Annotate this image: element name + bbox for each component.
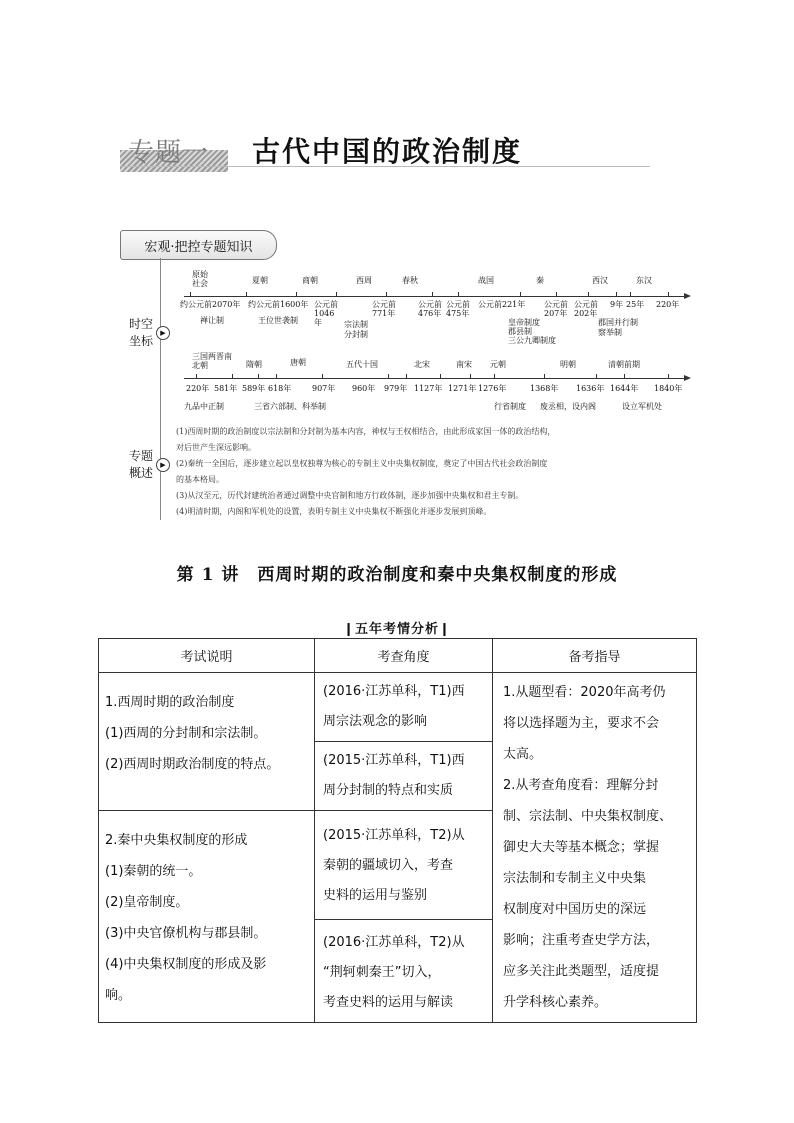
event-label: 设立军机处 (622, 402, 662, 411)
date-label: 1127年 (414, 384, 443, 393)
timeline-tick (440, 374, 441, 379)
arrow-right-icon: ▶ (156, 326, 170, 340)
cell-line: 应多关注此类题型，适度提 (503, 964, 660, 979)
cell-line: (1)西周的分封制和宗法制。 (105, 726, 267, 741)
cell-line: (2016·江苏单科，T1)西 (323, 684, 465, 699)
cell-line: 太高。 (503, 747, 543, 762)
event-label: 察举制 (598, 328, 622, 337)
era-label: 北宋 (414, 360, 430, 369)
cell-line: 考查史料的运用与解读 (323, 995, 454, 1010)
era-label: 东汉 (636, 276, 652, 285)
date-label: 618年 (268, 384, 292, 393)
timeline-tick (624, 374, 625, 379)
cell-line: (2)西周时期政治制度的特点。 (105, 757, 280, 772)
cell-line: 权制度对中国历史的深远 (503, 902, 647, 917)
date-label: 1271年 (448, 384, 477, 393)
cell-line: (2015·江苏单科，T2)从 (323, 828, 465, 843)
date-label: 1644年 (610, 384, 639, 393)
table-cell (99, 811, 315, 1023)
cell-line: 1.从题型看：2020年高考仍 (503, 685, 666, 700)
era-label: 明朝 (560, 360, 576, 369)
date-label: 公元前221年 (478, 300, 526, 309)
summary-label: 专题概述 (128, 449, 153, 480)
era-label: 春秋 (402, 276, 418, 285)
date-label: 1636年 (576, 384, 605, 393)
event-label: 王位世袭制 (258, 316, 298, 325)
timeline-tick (296, 292, 297, 297)
timeline-tick (668, 292, 669, 297)
date-label: 约公元前1600年 (248, 300, 309, 309)
cell-line: 影响；注重考查史学方法， (503, 933, 660, 948)
timeline-tick (544, 374, 545, 379)
era-label: 原始社会 (192, 270, 208, 288)
panel-tab: 宏观·把控专题知识 (120, 230, 277, 260)
date-label: 979年 (384, 384, 408, 393)
panel-divider (160, 258, 161, 520)
timeline-tick (494, 374, 495, 379)
cell-line: (3)中央官僚机构与郡县制。 (105, 926, 267, 941)
table-cell (315, 742, 493, 811)
analysis-heading: ❙五年考情分析❙ (343, 622, 451, 637)
date-label: 公元前207年 (544, 300, 568, 318)
cell-line: 史料的运用与鉴别 (323, 888, 428, 903)
event-label: 三省六部制、科举制 (254, 402, 326, 411)
date-label: 1840年 (654, 384, 683, 393)
timeline-tick (406, 374, 407, 379)
event-label: 分封制 (344, 330, 368, 339)
summary-line: 的基本格局。 (176, 475, 224, 484)
timeline-axis (184, 296, 684, 297)
table-row (99, 673, 697, 742)
event-label: 三公九卿制度 (508, 336, 556, 345)
date-label: 1368年 (530, 384, 559, 393)
timeline-tick (668, 374, 669, 379)
event-label: 郡国并行制 (598, 318, 638, 327)
exam-analysis-table (98, 638, 697, 1023)
cell-line: 制、宗法制、中央集权制度、 (503, 809, 673, 824)
date-label: 9年 (610, 300, 624, 309)
summary-line: 对后世产生深远影响。 (176, 443, 256, 452)
era-label: 秦 (536, 276, 544, 285)
era-label: 南宋 (456, 360, 472, 369)
cell-line: 御史大夫等基本概念；掌握 (503, 840, 660, 855)
timeline-tick (276, 374, 277, 379)
table-cell (315, 920, 493, 1023)
date-label: 25年 (626, 300, 645, 309)
timeline-tick (232, 374, 233, 379)
date-label: 907年 (312, 384, 336, 393)
timeline-tick (470, 374, 471, 379)
table-cell (315, 811, 493, 920)
date-label: 220年 (656, 300, 680, 309)
cell-line: (1)秦朝的统一。 (105, 864, 202, 879)
era-label: 西周 (356, 276, 372, 285)
era-label: 夏朝 (252, 276, 268, 285)
date-label: 约公元前2070年 (180, 300, 241, 309)
topic-number: 专题一 (128, 138, 210, 168)
table-cell (493, 673, 697, 1023)
date-label: 公元前1046年 (314, 300, 338, 327)
event-label: 郡县制 (508, 327, 532, 336)
table-header: 考查角度 (315, 639, 493, 673)
timeline-tick (432, 292, 433, 297)
date-label: 公元前771年 (372, 300, 396, 318)
era-label: 战国 (478, 276, 494, 285)
cell-line: 响。 (105, 988, 132, 1003)
timeline-tick (616, 292, 617, 297)
era-label: 西汉 (592, 276, 608, 285)
timeline-tick (196, 374, 197, 379)
timeline-tick (190, 292, 191, 297)
event-label: 皇帝制度 (508, 318, 540, 327)
timeline-tick (258, 374, 259, 379)
era-label: 清朝前期 (608, 360, 640, 369)
lecture-title: 第 1 讲 西周时期的政治制度和秦中央集权制度的形成 (176, 565, 618, 585)
timeline-tick (458, 292, 459, 297)
cell-line: 2.从考查角度看：理解分封 (503, 778, 659, 793)
timeline-tick (556, 292, 557, 297)
timeline-label: 时空坐标 (128, 317, 153, 348)
cell-line: 升学科核心素养。 (503, 995, 608, 1010)
timeline-tick (388, 374, 389, 379)
date-label: 581年 (214, 384, 238, 393)
axis-arrow-icon (684, 375, 691, 381)
cell-line: (2)皇帝制度。 (105, 895, 189, 910)
timeline-tick (596, 374, 597, 379)
summary-line: (2)秦统一全国后，逐步建立起以皇权独尊为核心的专制主义中央集权制度，奠定了中国古代社会政治制度 (176, 459, 548, 468)
era-label: 唐朝 (290, 358, 306, 367)
event-label: 宗法制 (344, 320, 368, 329)
cell-line: 周宗法观念的影响 (323, 714, 428, 729)
era-label: 商朝 (302, 276, 318, 285)
timeline-tick (246, 292, 247, 297)
timeline-tick (322, 374, 323, 379)
timeline-tick (386, 292, 387, 297)
date-label: 公元前476年 (418, 300, 442, 318)
date-label: 公元前202年 (574, 300, 598, 318)
date-label: 220年 (186, 384, 210, 393)
event-label: 禅让制 (200, 316, 224, 325)
timeline-tick (630, 292, 631, 297)
table-cell (315, 673, 493, 742)
axis-arrow-icon (684, 293, 691, 299)
cell-line: “荆轲刺秦王”切入， (323, 965, 441, 980)
event-label: 行省制度 (494, 402, 526, 411)
table-header: 备考指导 (493, 639, 697, 673)
event-label: 九品中正制 (184, 402, 224, 411)
cell-line: 秦朝的疆域切入，考查 (323, 858, 454, 873)
cell-line: 宗法制和专制主义中央集 (503, 871, 647, 886)
era-label: 五代十国 (346, 360, 378, 369)
date-label: 589年 (242, 384, 266, 393)
date-label: 公元前475年 (446, 300, 470, 318)
table-cell (99, 673, 315, 811)
era-label: 隋朝 (246, 360, 262, 369)
cell-line: 2.秦中央集权制度的形成 (105, 833, 248, 848)
cell-line: 将以选择题为主，要求不会 (503, 716, 660, 731)
era-label: 元朝 (490, 360, 506, 369)
cell-line: (4)中央集权制度的形成及影 (105, 957, 267, 972)
date-label: 960年 (352, 384, 376, 393)
cell-line: (2016·江苏单科，T2)从 (323, 935, 465, 950)
summary-line: (3)从汉至元，历代封建统治者通过调整中央官制和地方行政体制，逐步加强中央集权和君主专制。 (176, 491, 524, 500)
table-header: 考试说明 (99, 639, 315, 673)
table-header-row (99, 639, 697, 673)
cell-line: 1.西周时期的政治制度 (105, 695, 235, 710)
cell-line: (2015·江苏单科，T1)西 (323, 753, 465, 768)
cell-line: 周分封制的特点和实质 (323, 783, 454, 798)
timeline-tick (588, 292, 589, 297)
summary-line: (4)明清时期，内阁和军机处的设置，表明专制主义中央集权不断强化并逐步发展到顶峰。 (176, 507, 492, 516)
timeline-axis (184, 378, 684, 379)
era-label: 三国两晋南北朝 (192, 352, 232, 370)
topic-title: 古代中国的政治制度 (252, 135, 523, 168)
date-label: 1276年 (478, 384, 507, 393)
timeline-tick (520, 292, 521, 297)
arrow-right-icon: ▶ (156, 458, 170, 472)
timeline-tick (336, 292, 337, 297)
event-label: 废丞相，设内阁 (540, 402, 596, 411)
summary-line: (1)西周时期的政治制度以宗法制和分封制为基本内容，神权与王权相结合，由此形成家国一体的政治结构， (176, 427, 556, 436)
